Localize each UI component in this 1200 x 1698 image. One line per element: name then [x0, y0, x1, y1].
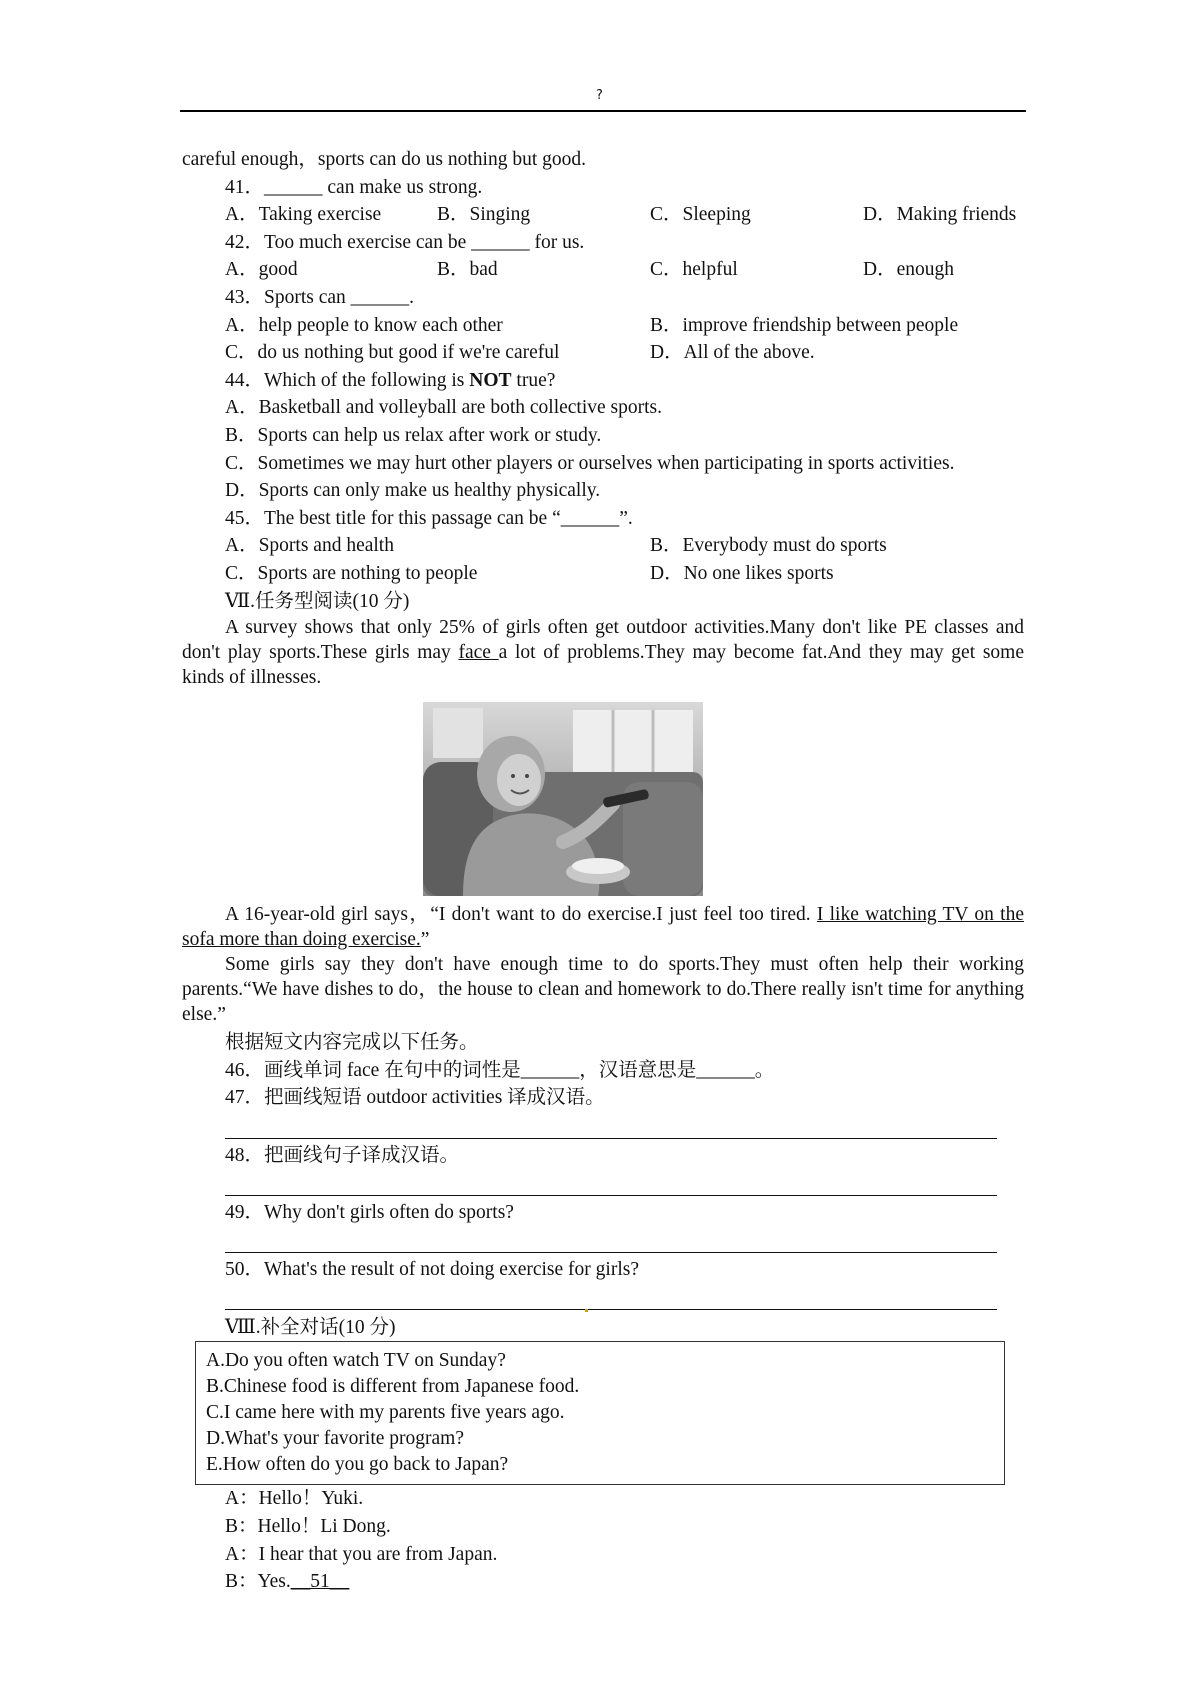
- question-stem-end: true?: [511, 369, 556, 391]
- dialogue-line: [182, 1568, 1024, 1596]
- answer-line-50[interactable]: [225, 1283, 997, 1310]
- option-d: D．Sports can only make us healthy physically.: [225, 480, 601, 502]
- passage-paragraph-3: [182, 952, 1024, 1027]
- options-box: [195, 1341, 1005, 1485]
- box-option-a: A.Do you often watch TV on Sunday?: [206, 1350, 506, 1372]
- answer-blank-51[interactable]: __51__: [290, 1571, 350, 1593]
- passage-text: a lot of problems.They may become fat.And they may get some kinds of illnesses.: [182, 642, 1024, 689]
- option-d: D．All of the above.: [650, 342, 815, 364]
- speaker: A：: [225, 1543, 259, 1565]
- photo-image: [423, 702, 703, 896]
- options-45-row2: [182, 560, 1024, 588]
- question-45: [182, 505, 1024, 533]
- dialogue-text: Yes.: [257, 1571, 291, 1593]
- option-d: D．Making friends: [863, 204, 1017, 226]
- section-8-title: Ⅷ.补全对话(10 分): [225, 1316, 396, 1338]
- question-stem: Sports can ______.: [264, 286, 415, 308]
- header-rule: [180, 110, 1026, 112]
- option-b: B．Everybody must do sports: [650, 535, 887, 557]
- question-41: [182, 174, 1024, 202]
- question-48: 48．把画线句子译成汉语。: [225, 1144, 460, 1166]
- answer-line-49[interactable]: [225, 1226, 997, 1253]
- option-a: A．good: [225, 259, 298, 281]
- option-c: C．Sports are nothing to people: [225, 562, 478, 584]
- question-44: [182, 367, 1024, 395]
- dialogue-line: [182, 1485, 1024, 1513]
- options-43-row1: [182, 312, 1024, 340]
- option-a: A．help people to know each other: [225, 314, 503, 336]
- speaker: B：: [225, 1516, 258, 1538]
- question-stem: ______ can make us strong.: [264, 176, 483, 198]
- question-stem: Which of the following is: [264, 369, 470, 391]
- box-option-c: C.I came here with my parents five years ago.: [206, 1402, 565, 1424]
- dialogue-line: [182, 1513, 1024, 1541]
- passage-text: A 16-year-old girl says，“I don't want to do exercise.I just feel too tired.: [225, 904, 817, 926]
- option-b: B．Singing: [437, 204, 531, 226]
- question-stem-bold: NOT: [469, 369, 512, 391]
- speaker: B：: [225, 1571, 258, 1593]
- box-option-b: B.Chinese food is different from Japanese food.: [206, 1376, 580, 1398]
- answer-line-47[interactable]: [225, 1112, 997, 1139]
- options-45-row1: [182, 532, 1024, 560]
- question-43: [182, 284, 1024, 312]
- question-number: 42．: [225, 231, 265, 253]
- option-b: B．Sports can help us relax after work or study.: [225, 424, 602, 446]
- option-c: C．do us nothing but good if we're careful: [225, 342, 560, 364]
- dialogue-text: Hello！Li Dong.: [257, 1516, 391, 1538]
- passage-text: Some girls say they don't have enough time to do sports.They must often help their working parents.“We have dishes to do，the house to clean and homework to do.There really isn't time for anything else.”: [182, 954, 1024, 1026]
- task-instruction: 根据短文内容完成以下任务。: [225, 1032, 479, 1054]
- question-46: 46．画线单词 face 在句中的词性是______，汉语意思是______。: [225, 1059, 775, 1081]
- option-d: D．No one likes sports: [650, 562, 834, 584]
- option-c: C．Sometimes we may hurt other players or ourselves when participating in sports activities.: [225, 452, 955, 474]
- question-stem: The best title for this passage can be “______”.: [264, 507, 633, 529]
- page-content: [182, 146, 1024, 1596]
- question-number: 43．: [225, 286, 265, 308]
- intro-line: careful enough，sports can do us nothing but good.: [182, 149, 587, 170]
- option-c: C．helpful: [650, 259, 738, 281]
- box-option-d: D.What's your favorite program?: [206, 1428, 465, 1450]
- question-stem: Too much exercise can be ______ for us.: [264, 231, 585, 253]
- options-42: [182, 256, 1024, 284]
- question-number: 41．: [225, 176, 265, 198]
- option-c: C．Sleeping: [650, 204, 751, 226]
- option-b: B．bad: [437, 259, 498, 281]
- option-d: D．enough: [863, 259, 954, 281]
- passage-text: A survey shows that only 25% of girls often get outdoor activities.Many don't like PE classes and don't play sports.These girls may: [182, 617, 1024, 664]
- option-a: A．Taking exercise: [225, 204, 382, 226]
- question-number: 44．: [225, 369, 265, 391]
- girl-watching-tv-photo: [423, 702, 703, 896]
- box-option-e: E.How often do you go back to Japan?: [206, 1454, 509, 1476]
- dialogue-line: [182, 1541, 1024, 1569]
- speaker: A：: [225, 1488, 259, 1510]
- underlined-sentence: I like watching TV on the sofa more than doing exercise.: [182, 904, 1024, 951]
- option-a: A．Basketball and volleyball are both collective sports.: [225, 397, 663, 419]
- option-a: A．Sports and health: [225, 535, 394, 557]
- passage-paragraph-1: [182, 615, 1024, 690]
- underlined-word: face: [458, 642, 499, 664]
- dialogue-text: I hear that you are from Japan.: [258, 1543, 498, 1565]
- passage-text: ”: [420, 929, 430, 951]
- options-43-row2: [182, 339, 1024, 367]
- dialogue-text: Hello！Yuki.: [258, 1488, 364, 1510]
- question-42: [182, 229, 1024, 257]
- answer-line-48[interactable]: [225, 1169, 997, 1196]
- stray-dot: [585, 1309, 588, 1312]
- passage-paragraph-2: [182, 902, 1024, 952]
- question-49: 49．Why don't girls often do sports?: [225, 1201, 514, 1223]
- question-47: 47．把画线短语 outdoor activities 译成汉语。: [225, 1087, 605, 1109]
- question-50: 50．What's the result of not doing exercise for girls?: [225, 1258, 639, 1280]
- question-number: 45．: [225, 507, 265, 529]
- header-mark: ?: [596, 88, 603, 103]
- options-41: [182, 201, 1024, 229]
- section-7-title: Ⅶ.任务型阅读(10 分): [225, 590, 410, 612]
- option-b: B．improve friendship between people: [650, 314, 959, 336]
